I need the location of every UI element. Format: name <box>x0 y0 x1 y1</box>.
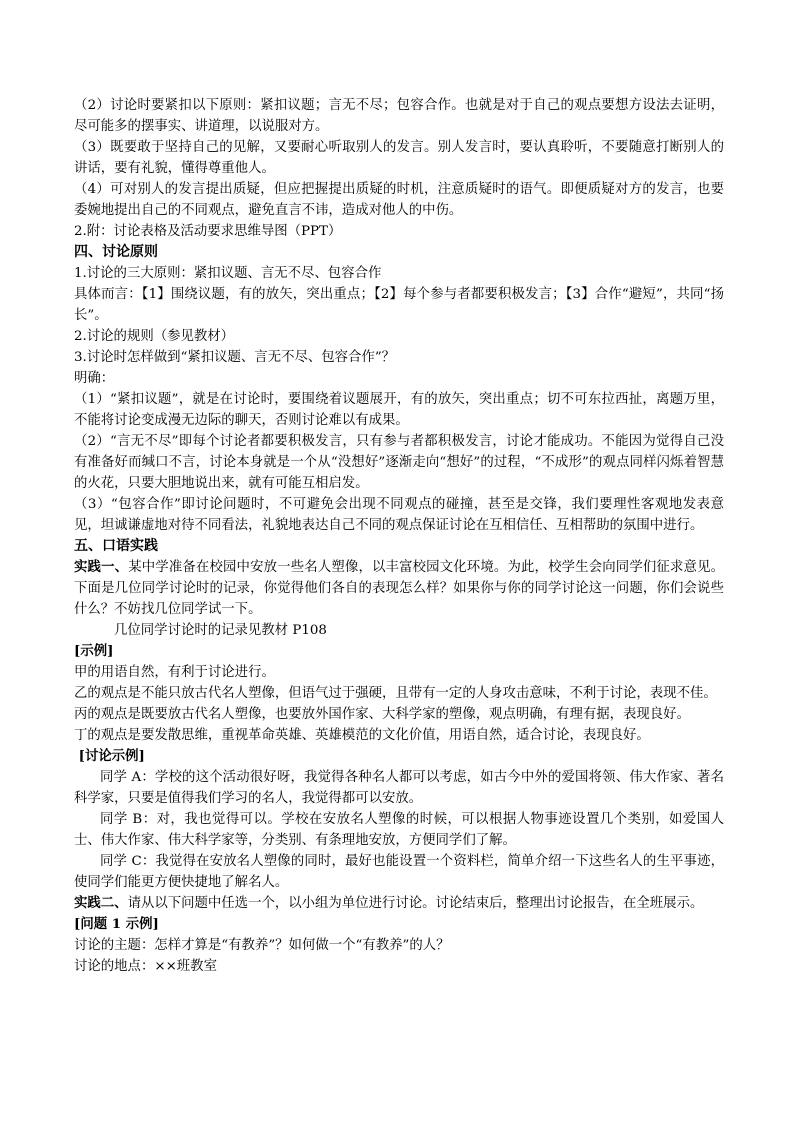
paragraph-rules: 2.讨论的规则（参见教材） <box>74 329 235 344</box>
label-discussion-example: [讨论示例] <box>74 748 145 764</box>
paragraph-clarify-1: （1）“紧扣议题”，就是在讨论时，要围绕着议题展开，有的放矢，突出重点；切不可东拉西扯，离题万里，不能将讨论变成漫无边际的聊天，否则讨论难以有成果。 <box>74 392 724 428</box>
paragraph-clarify-3: （3）“包容合作”即讨论问题时，不可避免会出现不同观点的碰撞，甚至是交锋，我们要理性客观地发表意见，坦诚谦虚地对待不同看法，礼貌地表达自己不同的观点保证讨论在互相信任、互相帮助的氛围中进行。 <box>74 497 724 533</box>
paragraph-student-a: 同学 A：学校的这个活动很好呀，我觉得各种名人都可以考虑，如古今中外的爱国将领、伟大作家、著名科学家，只要是值得我们学习的名人，我觉得都可以安放。 <box>74 770 724 806</box>
practice-1-text: 某中学准备在校园中安放一些名人塑像，以丰富校园文化环境。为此，校学生会向同学们征求意见。下面是几位同学讨论时的记录，你觉得他们各自的表现怎么样？如果你与你的同学讨论这一问题，你们会说些什么？不妨找几位同学试一下。 <box>74 560 725 617</box>
section-heading-4: 四、讨论原则 <box>74 244 158 260</box>
paragraph-principles-3: （3）既要敢于坚持自己的见解，又要耐心听取别人的发言。别人发言时，要认真聆听，不要随意打断别人的讲话，要有礼貌，懂得尊重他人。 <box>74 140 724 176</box>
paragraph-ding: 丁的观点是要发散思维，重视革命英雄、英雄模范的文化价值，用语自然，适合讨论，表现良好。 <box>74 728 650 743</box>
label-question-1-example: [问题 1 示例] <box>74 916 159 932</box>
paragraph-practice-1 <box>74 557 724 620</box>
paragraph-student-b: 同学 B：对，我也觉得可以。学校在安放名人塑像的时候，可以根据人物事迹设置几个类别，如爱国人士、伟大作家、伟大科学家等，分类别、有条理地安放，方便同学们了解。 <box>74 812 724 848</box>
practice-1-lead: 实践一、 <box>74 559 129 575</box>
paragraph-question: 3.讨论时怎样做到“紧扣议题、言无不尽、包容合作”？ <box>74 350 396 365</box>
paragraph-jia: 甲的用语自然，有利于讨论进行。 <box>74 665 275 680</box>
paragraph-yi: 乙的观点是不能只放古代名人塑像，但语气过于强硬，且带有一定的人身攻击意味，不利于讨论，表现不佳。 <box>74 686 717 701</box>
paragraph-attachment: 2.附：讨论表格及活动要求思维导图（PPT） <box>74 224 342 239</box>
practice-2-text: 请从以下问题中任选一个，以小组为单位进行讨论。讨论结束后，整理出讨论报告，在全班展示。 <box>127 896 704 911</box>
paragraph-three-principles: 1.讨论的三大原则：紧扣议题、言无不尽、包容合作 <box>74 266 382 281</box>
paragraph-clarify-2: （2）“言无不尽”即每个讨论者都要积极发言，只有参与者都积极发言，讨论才能成功。不能因为觉得自己没有准备好而缄口不言，讨论本身就是一个从“没想好”逐渐走向“想好”的过程，“不成形”的观点同样闪烁着智慧的火花，只要大胆地说出来，就有可能互相启发。 <box>74 434 724 491</box>
paragraph-student-c: 同学 C：我觉得在安放名人塑像的同时，最好也能设置一个资料栏，简单介绍一下这些名人的生平事迹，使同学们能更方便快捷地了解名人。 <box>74 854 724 890</box>
paragraph-location: 讨论的地点：××班教室 <box>74 959 217 974</box>
paragraph-specifics: 具体而言：【1】围绕议题，有的放矢，突出重点；【2】每个参与者都要积极发言；【3】合作“避短”，共同“扬长”。 <box>74 287 724 323</box>
paragraph-record-ref: 几位同学讨论时的记录见教材 P108 <box>114 623 327 638</box>
section-heading-5: 五、口语实践 <box>74 538 158 554</box>
document-page <box>74 95 724 977</box>
paragraph-topic: 讨论的主题：怎样才算是“有教养”？如何做一个“有教养”的人？ <box>74 938 450 953</box>
paragraph-principles-2: （2）讨论时要紧扣以下原则：紧扣议题；言无不尽；包容合作。也就是对于自己的观点要想方设法去证明，尽可能多的摆事实、讲道理，以说服对方。 <box>74 98 724 134</box>
paragraph-principles-4: （4）可对别人的发言提出质疑，但应把握提出质疑的时机，注意质疑时的语气。即便质疑对方的发言，也要委婉地提出自己的不同观点，避免直言不讳，造成对他人的中伤。 <box>74 182 724 218</box>
label-example: [示例] <box>74 643 114 659</box>
paragraph-clarify: 明确： <box>74 371 115 386</box>
paragraph-practice-2 <box>74 893 724 914</box>
paragraph-bing: 丙的观点是既要放古代名人塑像，也要放外国作家、大科学家的塑像，观点明确，有理有据，表现良好。 <box>74 707 690 722</box>
practice-2-lead: 实践二、 <box>74 895 128 911</box>
